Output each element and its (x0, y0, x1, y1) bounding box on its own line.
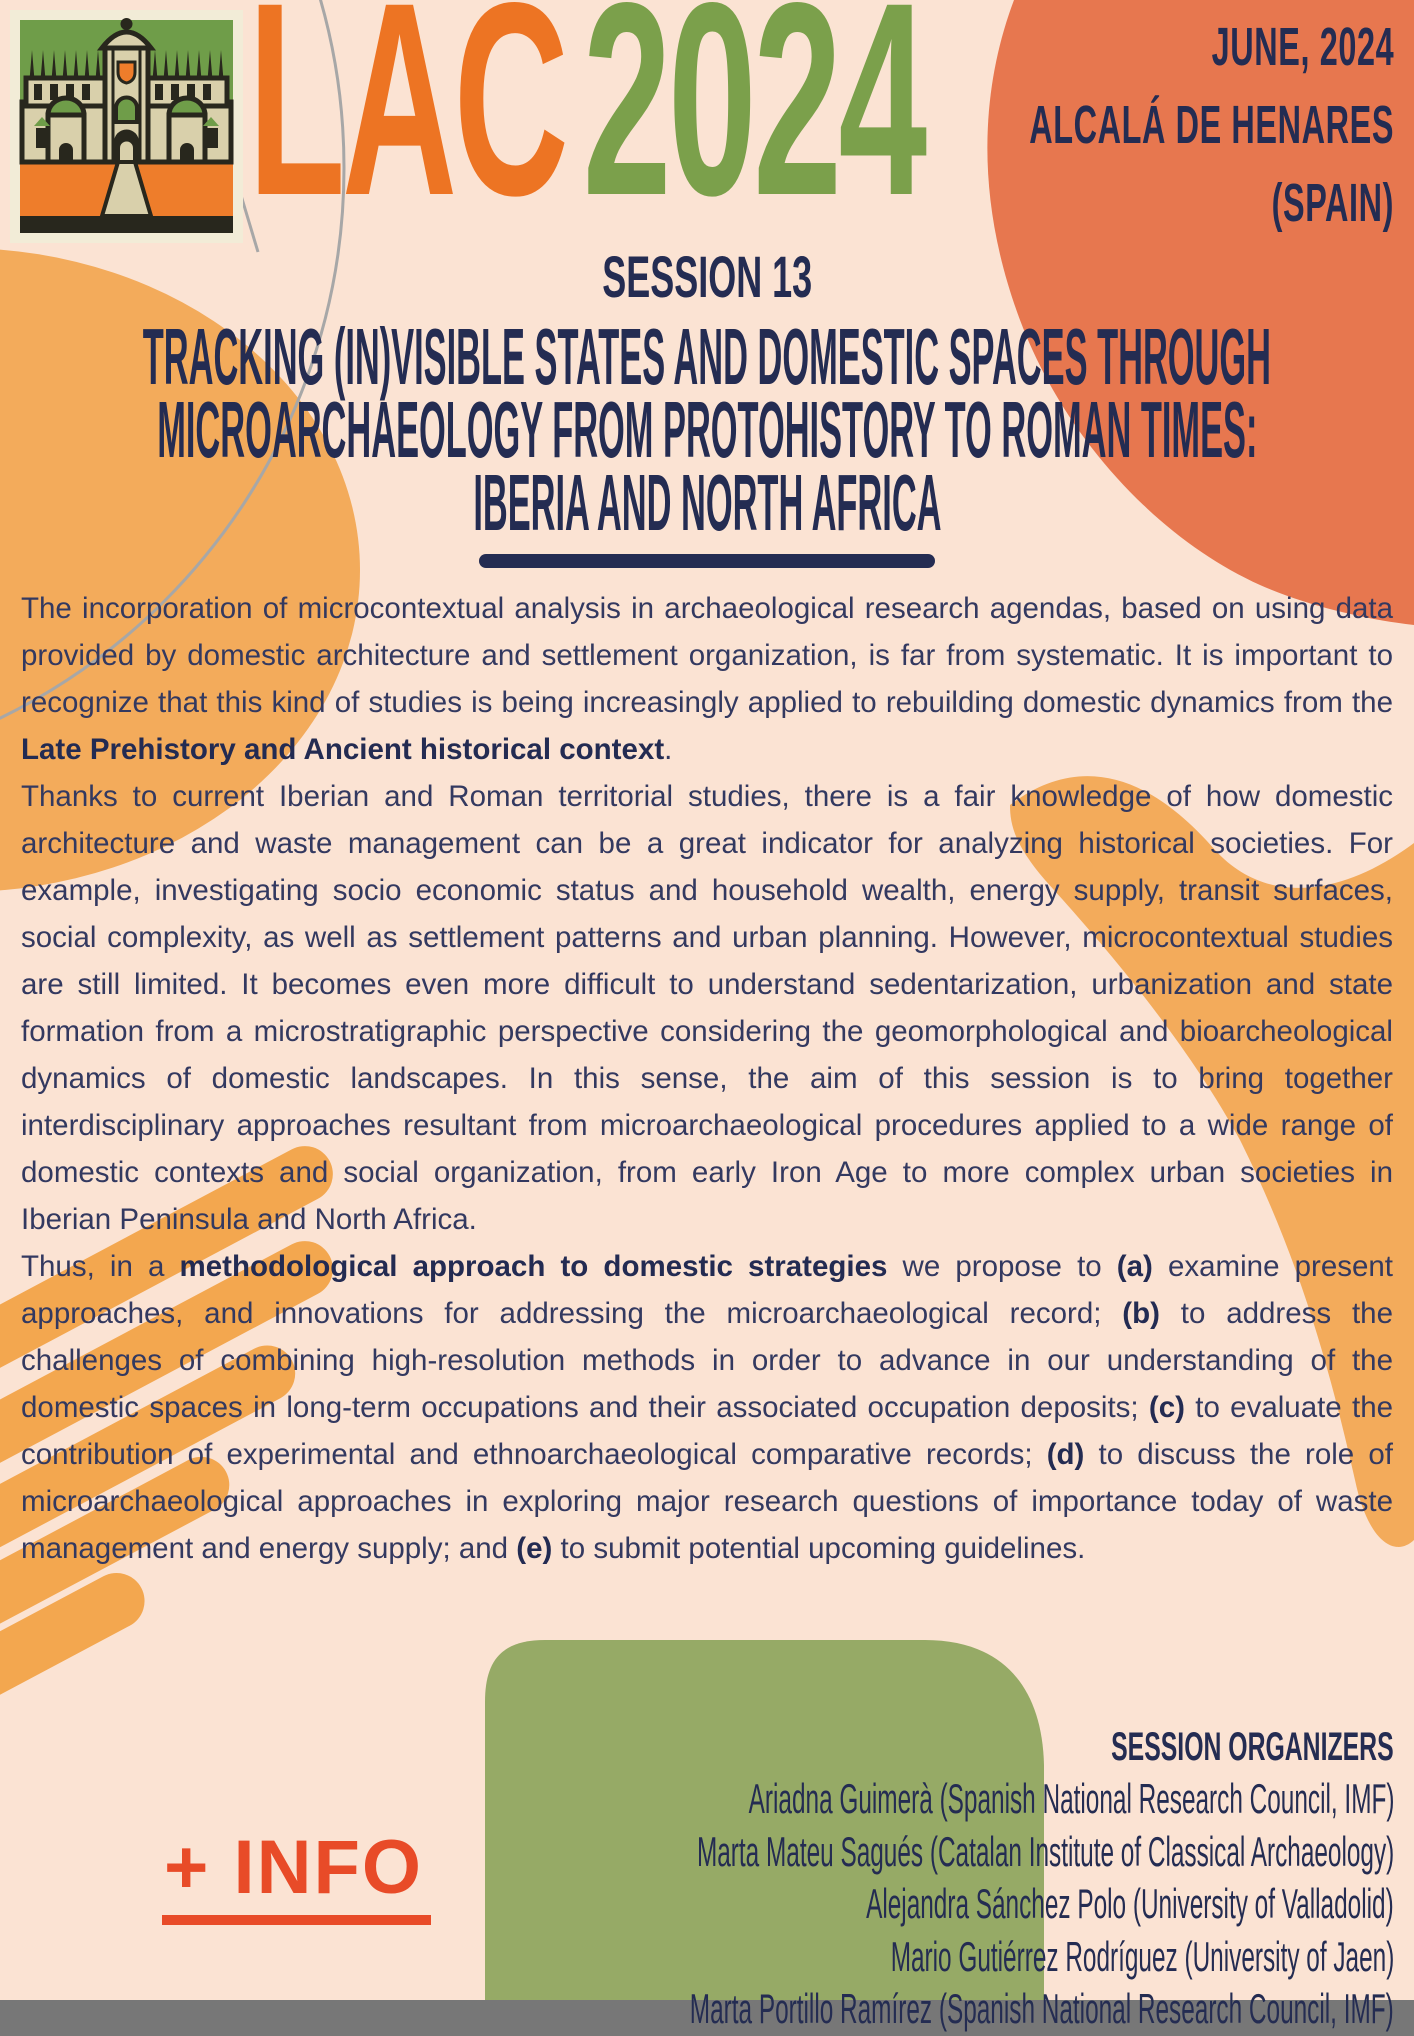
abstract-paragraph: The incorporation of microcontextual analysis in archaeological research agendas, based on using data provided by domestic architecture and settlement organization, is far from systematic. It is important to recognize that this kind of studies is being increasingly applied to rebuilding domestic dynamics from the Late Prehistory and Ancient historical context. (21, 592, 1393, 766)
event-date: JUNE, 2024 (1211, 17, 1394, 77)
session-title-line: MICROARCHAEOLOGY FROM PROTOHISTORY TO ROMAN TIMES: (156, 384, 1258, 474)
session-title-line: TRACKING (IN)VISIBLE STATES AND DOMESTIC SPACES THROUGH (142, 311, 1272, 401)
session-title (0, 311, 1414, 547)
lac-building-logo (10, 10, 243, 243)
event-city: ALCALÁ DE HENARES (1029, 95, 1394, 155)
abstract (21, 585, 1393, 1572)
session-title-line: IBERIA AND NORTH AFRICA (472, 457, 942, 547)
session-label: SESSION 13 (602, 245, 812, 310)
brand-lac: LAC (248, 0, 566, 253)
info-link[interactable]: + INFO (162, 1824, 431, 1925)
organizer-name: Marta Mateu Sagués (Catalan Institute of Classical Archaeology) (696, 1827, 1394, 1875)
organizer-name: Alejandra Sánchez Polo (University of Valladolid) (866, 1880, 1394, 1927)
event-country: (SPAIN) (1271, 173, 1394, 233)
abstract-paragraph: Thanks to current Iberian and Roman territorial studies, there is a fair knowledge of how domestic architecture and waste management can be a great indicator for analyzing historical societies. For example, investigating socio economic status and household wealth, energy supply, transit surfaces, social complexity, as well as settlement patterns and urban planning. However, microcontextual studies are still limited. It becomes even more difficult to understand sedentarization, urbanization and state formation from a microstratigraphic perspective considering the geomorphological and bioarcheological dynamics of domestic landscapes. In this sense, the aim of this session is to bring together interdisciplinary approaches resultant from microarchaeological procedures applied to a wide range of domestic contexts and social organization, from early Iron Age to more complex urban societies in Iberian Peninsula and North Africa. (21, 780, 1393, 1236)
organizers-heading: SESSION ORGANIZERS (1111, 1725, 1394, 1769)
abstract-paragraph: Thus, in a methodological approach to domestic strategies we propose to (a) examine present approaches, and innovations for addressing the microarchaeological record; (b) to address the challenges of combining high-resolution methods in order to advance in our understanding of the domestic spaces in long-term occupations and their associated occupation deposits; (c) to evaluate the contribution of experimental and ethnoarchaeological comparative records; (d) to discuss the role of microarchaeological approaches in exploring major research questions of importance today of waste management and energy supply; and (e) to submit potential upcoming guidelines. (21, 1250, 1394, 1565)
event-date-location (786, 8, 1394, 242)
organizer-name: Marta Portillo Ramírez (Spanish National Research Council, IMF) (690, 1985, 1394, 2032)
organizers (180, 1721, 1394, 2036)
title-underline (479, 554, 935, 568)
organizer-name: Mario Gutiérrez Rodríguez (University of Jaen) (890, 1932, 1394, 1980)
organizer-name: Ariadna Guimerà (Spanish National Research Council, IMF) (748, 1775, 1394, 1822)
brand-year: 2024 (582, 0, 924, 253)
